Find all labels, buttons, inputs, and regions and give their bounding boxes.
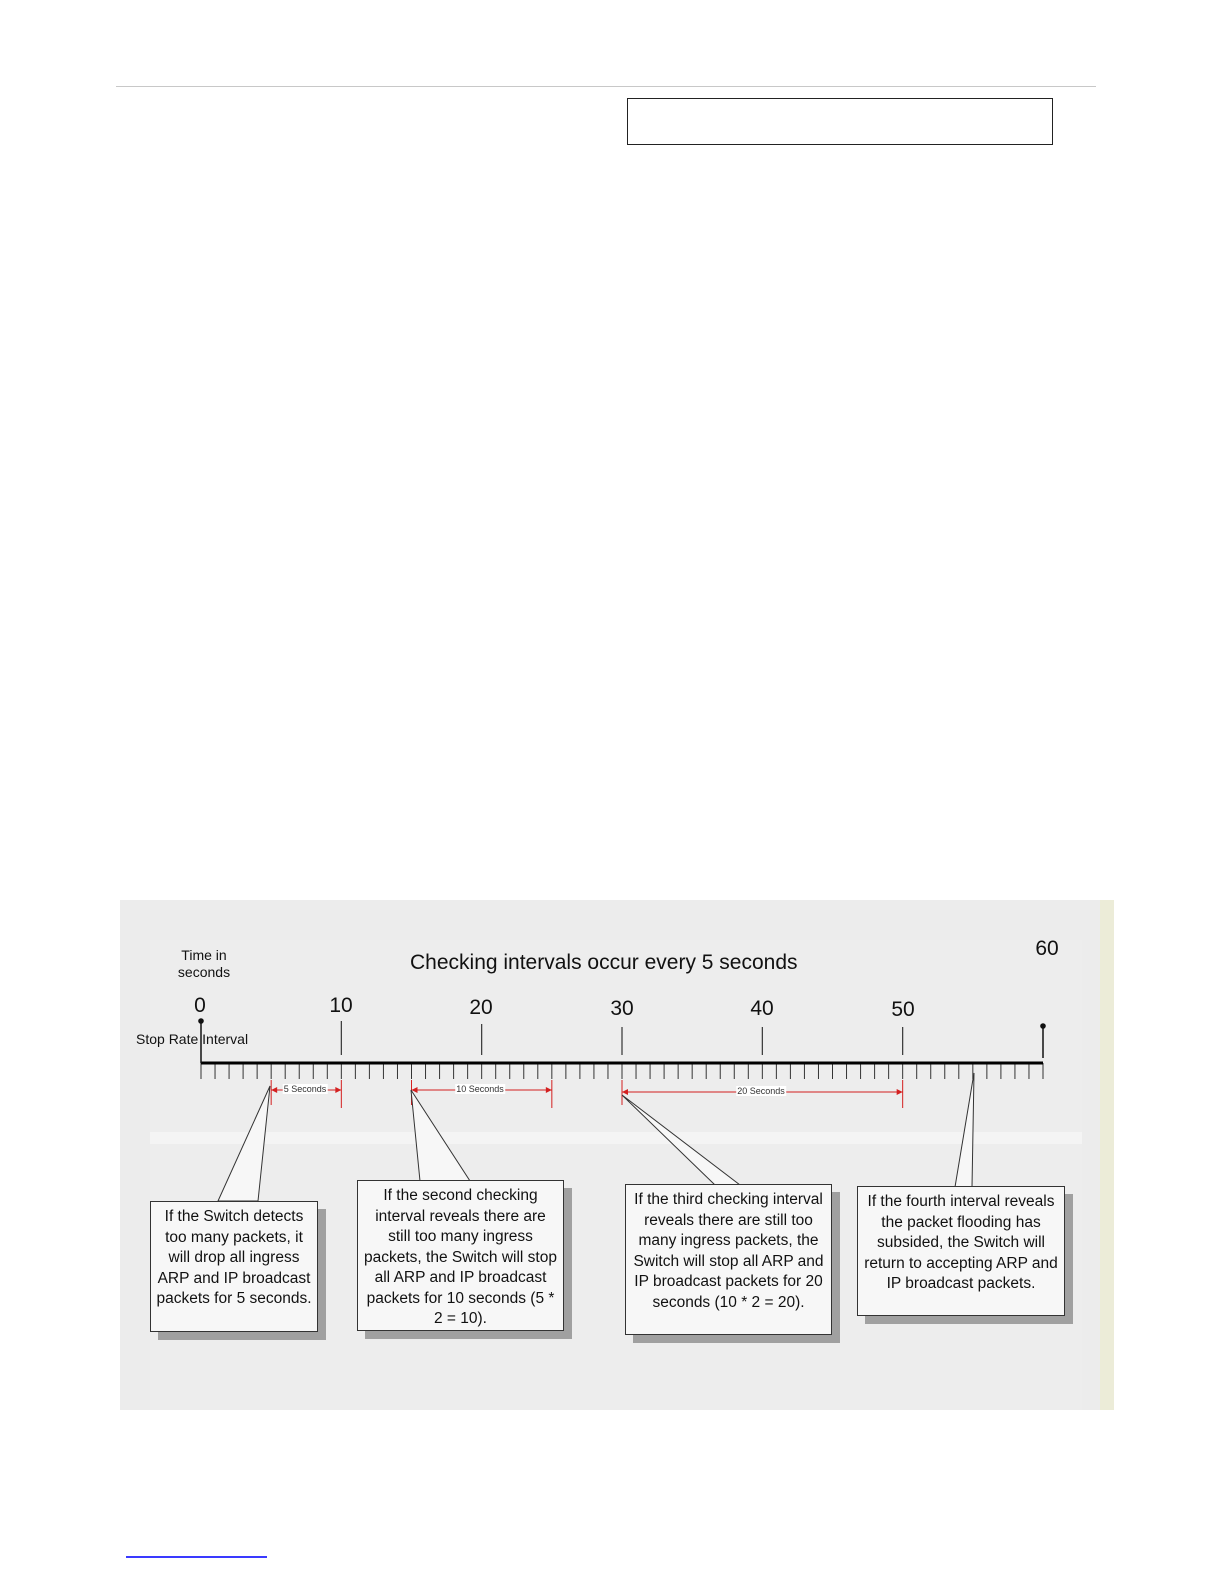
span-label-20s: 20 Seconds (737, 1086, 785, 1096)
header-box (627, 98, 1053, 145)
interval-diagram (120, 900, 1114, 1410)
time-axis-label: Time in seconds (177, 947, 231, 980)
span-label-10s: 10 Seconds (456, 1084, 504, 1094)
tick-label-60: 60 (1035, 937, 1059, 960)
span-label-5s: 5 Seconds (283, 1084, 327, 1094)
end-pin-head (1040, 1023, 1046, 1029)
callout-second-interval: If the second checking interval reveals there are still too many ingress packets, the Switch will stop all ARP and IP broadcast packets for 10 seconds (5 * 2 = 10). (357, 1180, 564, 1331)
tick-label-30: 30 (610, 997, 634, 1020)
background-edge (1100, 900, 1114, 1410)
background-band (150, 1132, 1082, 1144)
footer-link-underline (126, 1556, 267, 1558)
tick-label-10: 10 (329, 994, 353, 1017)
start-pin-head (198, 1018, 204, 1024)
callout-third-interval: If the third checking interval reveals there are still too many ingress packets, the Switch will stop all ARP and IP broadcast packets for 20 seconds (10 * 2 = 20). (625, 1184, 832, 1335)
diagram-canvas (120, 900, 1114, 1410)
tick-label-50: 50 (891, 998, 915, 1021)
stop-rate-label: Stop Rate Interval (136, 1031, 249, 1047)
tick-label-40: 40 (750, 997, 774, 1020)
tick-label-20: 20 (469, 996, 493, 1019)
tick-label-0: 0 (194, 994, 206, 1017)
header-rule (116, 86, 1096, 87)
callout-fourth-interval: If the fourth interval reveals the packet flooding has subsided, the Switch will return to accepting ARP and IP broadcast packets. (857, 1186, 1065, 1316)
diagram-title: Checking intervals occur every 5 seconds (410, 951, 798, 974)
callout-first-interval: If the Switch detects too many packets, it will drop all ingress ARP and IP broadcast packets for 5 seconds. (150, 1201, 318, 1332)
